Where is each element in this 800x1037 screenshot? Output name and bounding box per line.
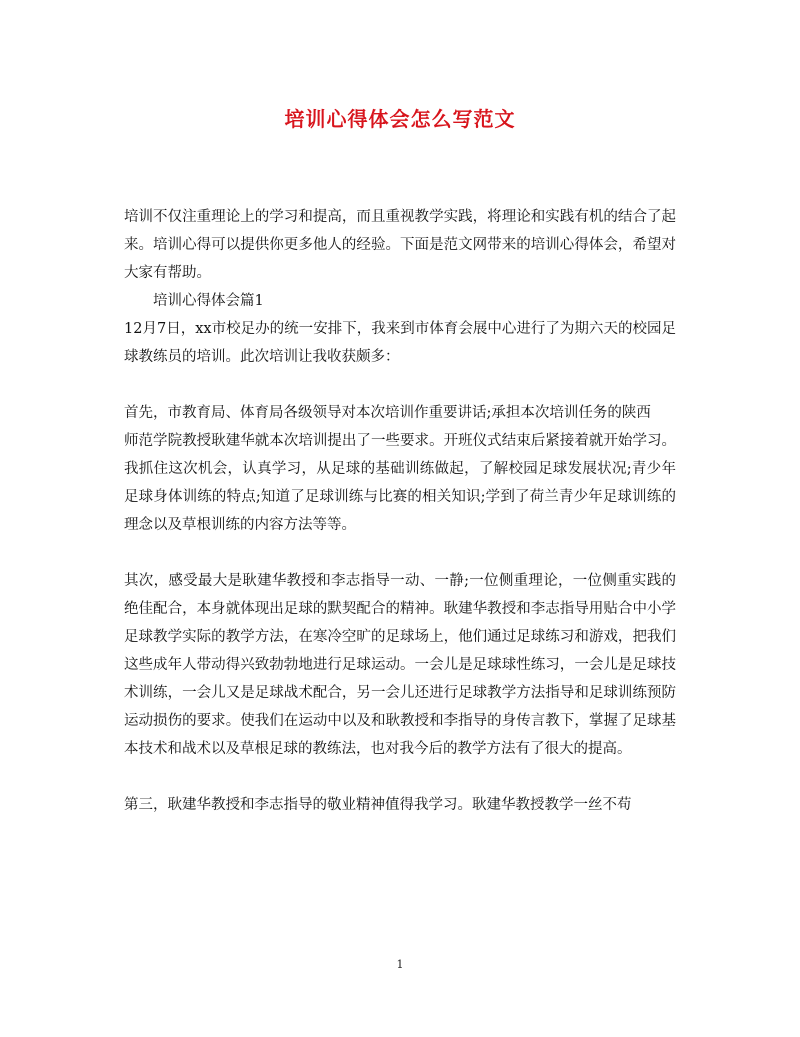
paragraph-gap — [124, 763, 676, 791]
paragraph-date: 12月7日，xx市校足办的统一安排下，我来到市体育会展中心进行了为期六天的校园足球教练员的培训。此次培训让我收获颇多： — [124, 321, 676, 365]
intro-paragraph: 培训不仅注重理论上的学习和提高，而且重视教学实践，将理论和实践有机的结合了起来。培训心得可以提供你更多他人的经验。下面是范文网带来的培训心得体会，希望对大家有帮助。 — [124, 209, 676, 281]
paragraph-second: 其次，感受最大是耿建华教授和李志指导一动、一静;一位侧重理论，一位侧重实践的绝佳配合，本身就体现出足球的默契配合的精神。耿建华教授和李志指导用贴合中小学足球教学实际的教学方法，在寒冷空旷的足球场上，他们通过足球练习和游戏，把我们这些成年人带动得兴致勃勃地进行足球运动。一会儿是足球球性练习，一会儿是足球技术训练，一会儿又是足球战术配合，另一会儿还进行足球教学方法指导和足球训练预防运动损伤的要求。使我们在运动中以及和耿教授和李指导的身传言教下，掌握了足球基本技术和战术以及草根足球的教练法，也对我今后的教学方法有了很大的提高。 — [124, 573, 676, 757]
page-number: 1 — [396, 958, 404, 971]
paragraph-gap — [124, 371, 676, 399]
paragraph-first: 首先，市教育局、体育局各级领导对本次培训作重要讲话;承担本次培训任务的陕西 — [124, 405, 651, 421]
document-title: 培训心得体会怎么写范文 — [284, 107, 516, 131]
document-body — [124, 203, 676, 819]
section-heading: 培训心得体会篇1 — [153, 293, 264, 309]
paragraph-gap — [124, 539, 676, 567]
paragraph-first-continued: 师范学院教授耿建华就本次培训提出了一些要求。开班仪式结束后紧接着就开始学习。我抓住这次机会，认真学习，从足球的基础训练做起，了解校园足球发展状况;青少年足球身体训练的特点;知道了足球训练与比赛的相关知识;学到了荷兰青少年足球训练的理念以及草根训练的内容方法等等。 — [124, 433, 676, 533]
paragraph-third: 第三，耿建华教授和李志指导的敬业精神值得我学习。耿建华教授教学一丝不苟 — [124, 797, 632, 813]
